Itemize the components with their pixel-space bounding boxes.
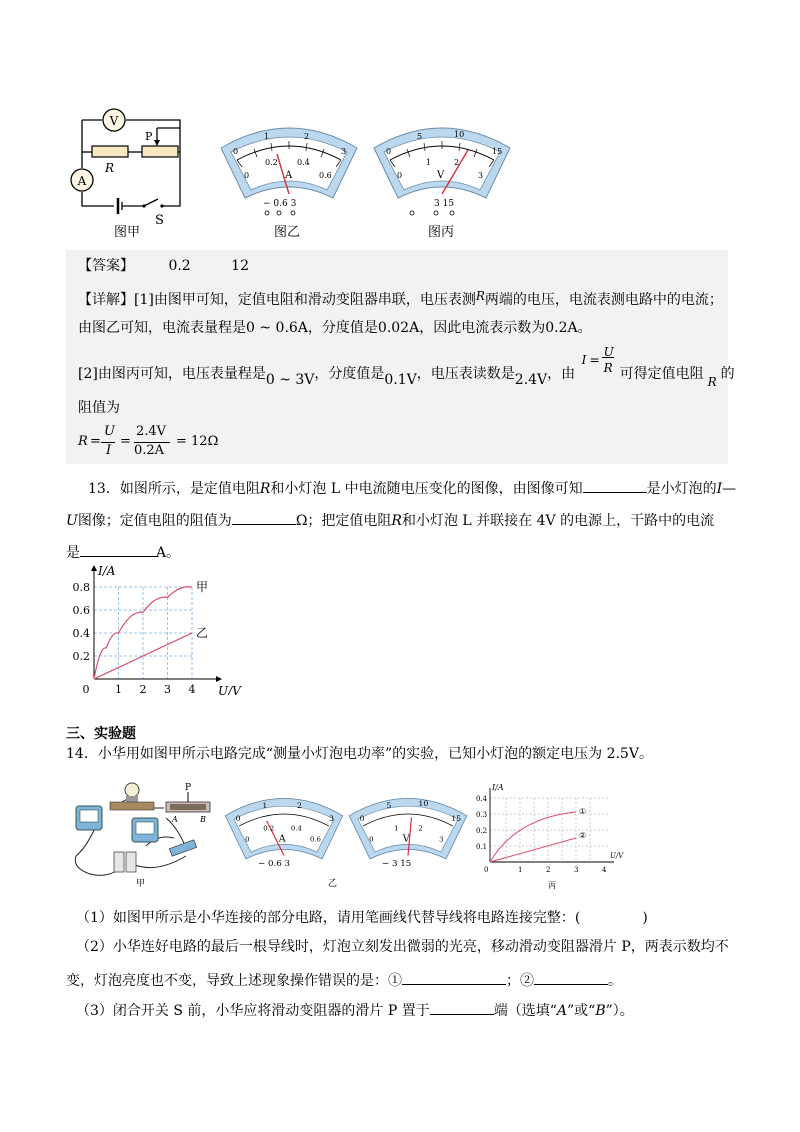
q14-sub3-d: ”）。 (605, 1003, 634, 1019)
svg-text:3 15: 3 15 (434, 199, 455, 209)
q13-line2-b: Ω；把定值电阻 (295, 513, 392, 529)
q14-ammeter (220, 790, 348, 876)
svg-text:A: A (285, 170, 293, 181)
svg-text:0: 0 (245, 835, 250, 844)
q14-sub1-close: ) (642, 910, 648, 926)
q13-iu-chart (66, 563, 246, 695)
svg-text:0.4: 0.4 (290, 824, 302, 833)
q13-blank-1[interactable] (583, 476, 647, 493)
detail-line2-c: ，因此电流表示数为 (419, 320, 546, 336)
x-tick-label: 2 (139, 683, 147, 695)
y-tick-label: 0.2 (72, 650, 90, 663)
q14-slider-end-a: A (172, 815, 178, 824)
y-tick-label: 0.4 (72, 627, 90, 640)
calc-r: R (78, 434, 88, 449)
y-axis-label: I/A (98, 564, 116, 578)
detail-line2-div: 0.02A (377, 320, 420, 336)
caption-fig-bing: 图丙 (428, 225, 455, 240)
x-tick-label: 3 (164, 683, 171, 695)
detail-line-2 (78, 318, 592, 338)
svg-text:5: 5 (417, 132, 423, 141)
svg-text:0.2: 0.2 (265, 158, 278, 167)
y-tick-label: 0.6 (72, 604, 90, 617)
q14-slider-end-b: B (200, 815, 206, 824)
q14-mini-chart (476, 782, 626, 892)
detail-line2-a: 由图乙可知，电流表量程是 (78, 320, 246, 336)
detail-line-1 (78, 286, 723, 310)
q14-sub3-a: （3）闭合开关 S 前，小华应将滑动变阻器的滑片 P 置于 (76, 1003, 430, 1019)
svg-text:− 0.6 3: − 0.6 3 (258, 858, 290, 869)
q14-blank-1[interactable] (402, 968, 506, 985)
detail-line2-val: 0.2A (545, 320, 578, 336)
svg-text:10: 10 (454, 130, 465, 139)
svg-text:2: 2 (418, 824, 423, 833)
svg-text:1: 1 (264, 132, 270, 141)
detail-line3-var: R (707, 375, 717, 389)
svg-text:②: ② (579, 831, 587, 840)
section-3-title: 三、实验题 (66, 726, 136, 742)
detail-line-4: 阻值为 (78, 400, 120, 416)
svg-text:0.2: 0.2 (263, 824, 275, 833)
calc-i: I (106, 443, 112, 458)
svg-text:0: 0 (386, 147, 392, 156)
calc-numerator: 2.4V (136, 424, 167, 439)
q13-line3-b: A。 (156, 545, 181, 561)
answer-label: 【答案】 (78, 258, 134, 274)
detail-line3-val: 2.4V (514, 372, 548, 388)
svg-text:15: 15 (451, 813, 462, 823)
calc-eq2: = (120, 434, 131, 449)
svg-text:V: V (402, 833, 410, 845)
voltmeter-symbol: V (109, 114, 119, 128)
q14-sub3 (76, 998, 634, 1021)
q14-blank-3[interactable] (430, 998, 494, 1015)
series-label-jia: 甲 (196, 580, 209, 594)
svg-text:1: 1 (262, 800, 268, 810)
q14-sub3-opt-a: A (556, 1003, 568, 1019)
formula-eq: = (589, 353, 600, 367)
svg-text:0.6: 0.6 (319, 171, 332, 180)
svg-text:0.6: 0.6 (309, 835, 321, 844)
svg-text:3: 3 (574, 866, 579, 874)
formula-i-eq-u-over-r (580, 345, 620, 378)
formula-i: I (581, 353, 587, 367)
switch-label-s: S (155, 213, 164, 228)
q14-apparatus-fig-jia (66, 778, 216, 888)
x-axis-label: U/V (218, 684, 241, 695)
svg-text:①: ① (579, 807, 587, 816)
svg-text:0.4: 0.4 (297, 158, 310, 167)
calc-eq1: = (90, 434, 101, 449)
q14-sub3-c: ”或“ (567, 1003, 596, 1019)
q14-sub1-text: （1）如图甲所示是小华连接的部分电路，请用笔画线代替导线将电路连接完整：( (76, 910, 581, 926)
calc-formula (78, 426, 278, 462)
detail-line3-c: ，电压表读数是 (416, 366, 515, 382)
svg-text:0.3: 0.3 (476, 811, 488, 819)
circuit-diagram-fig-jia (62, 98, 202, 238)
q14-sub3-opt-b: B (595, 1003, 606, 1019)
svg-text:3: 3 (341, 147, 347, 156)
svg-text:3: 3 (328, 813, 334, 823)
q13-line1-r: R (259, 481, 271, 497)
q14-sub2-line1: （2）小华连好电路的最后一根导线时，灯泡立刻发出微弱的光亮，移动滑动变阻器滑片 P，两表示数均不 (76, 939, 729, 955)
q13-line3-a: 是 (66, 545, 80, 561)
ammeter-fig-yi (215, 120, 363, 216)
calc-result: = 12Ω (176, 434, 219, 449)
x-tick-label: 4 (188, 683, 196, 695)
svg-text:2: 2 (546, 866, 551, 874)
svg-text:V: V (437, 170, 445, 181)
svg-text:0: 0 (359, 813, 365, 823)
x-tick-label: 0 (82, 683, 90, 695)
q13-line-2 (66, 508, 714, 531)
caption-fig-yi: 图乙 (274, 225, 301, 240)
answer-value-2: 12 (231, 258, 249, 274)
q13-line1-i: I (716, 481, 723, 497)
detail-line3-range: 0 ~ 3V (265, 372, 315, 388)
q14-sub2-a: 变，灯泡亮度也不变，导致上述现象操作错误的是：① (66, 973, 402, 989)
q14-sub2-c: 。 (608, 973, 622, 989)
q13-line-3 (66, 540, 180, 563)
q14-sub2-line2 (66, 968, 622, 991)
q14-slider-label-p: P (185, 783, 192, 793)
caption-fig-jia: 图甲 (114, 225, 141, 240)
q13-line1-c: 是小灯泡的 (646, 481, 717, 497)
q13-line-1 (88, 476, 736, 499)
svg-text:2: 2 (296, 800, 302, 810)
svg-text:0: 0 (484, 866, 489, 874)
chart-labels (73, 564, 243, 695)
svg-text:U/V: U/V (610, 852, 624, 860)
detail-line3-e: 可得定值电阻 (619, 366, 704, 382)
resistor-label-r: R (105, 161, 115, 175)
q13-line2-u: U (66, 513, 78, 529)
svg-text:1: 1 (394, 824, 399, 833)
formula-r: R (603, 361, 613, 375)
svg-text:0: 0 (233, 147, 239, 156)
detail-line2-range: 0 ~ 0.6A (246, 320, 308, 336)
detail-line3-div: 0.1V (384, 372, 417, 388)
ammeter-symbol: A (77, 174, 87, 188)
svg-text:0.2: 0.2 (476, 827, 488, 835)
q13-line2-a: 图像；定值电阻的阻值为 (77, 513, 232, 529)
q14-intro: 14．小华用如图甲所示电路完成“测量小灯泡电功率”的实验，已知小灯泡的额定电压为 2.5V。 (66, 746, 653, 762)
svg-text:1: 1 (518, 866, 523, 874)
svg-text:I/A: I/A (492, 783, 504, 792)
formula-u: U (603, 345, 614, 359)
svg-text:− 0.6 3: − 0.6 3 (263, 199, 297, 209)
svg-text:0: 0 (397, 171, 403, 180)
svg-text:4: 4 (602, 866, 607, 874)
svg-text:15: 15 (492, 147, 503, 156)
q13-blank-3[interactable] (80, 540, 156, 557)
svg-text:1: 1 (426, 158, 432, 167)
q14-sub3-b: 端（选填“ (493, 1003, 557, 1019)
series-label-yi: 乙 (196, 626, 209, 640)
q13-line1-a: 13．如图所示，是定值电阻 (88, 481, 260, 497)
svg-text:A: A (278, 833, 286, 845)
svg-text:3: 3 (478, 171, 484, 180)
svg-text:0: 0 (369, 835, 374, 844)
voltmeter-fig-bing (368, 120, 516, 216)
y-axis-arrow (91, 565, 97, 571)
svg-text:0: 0 (235, 813, 241, 823)
q14-caption-jia: 甲 (136, 879, 146, 888)
svg-text:0.1: 0.1 (476, 843, 488, 851)
detail-line3-a: [2]由图丙可知，电压表量程是 (78, 366, 266, 382)
detail-line3-d: ，由 (547, 366, 576, 382)
detail-line1-tail: 两端的电压，电流表测电路中的电流； (484, 292, 723, 308)
q14-caption-yi: 乙 (328, 879, 338, 889)
q13-line1-dash: — (722, 481, 737, 497)
q13-line2-r: R (391, 513, 402, 529)
detail-line3-b: ，分度值是 (314, 366, 385, 382)
q14-voltmeter (344, 790, 472, 876)
q13-blank-2[interactable] (232, 508, 296, 525)
svg-text:10: 10 (418, 799, 429, 809)
q14-sub2-b: ；② (506, 973, 534, 989)
q14-sub1 (76, 908, 648, 928)
x-axis-arrow (216, 676, 222, 682)
answer-line (78, 256, 249, 276)
q13-line2-c: 和小灯泡 L 并联接在 4V 的电源上，干路中的电流 (401, 513, 715, 529)
detail-line1-var: R (475, 289, 485, 303)
chart-grid (94, 587, 192, 679)
detail-label: 【详解】 (78, 292, 134, 308)
detail-line2-d: 。 (577, 320, 592, 336)
svg-text:2: 2 (304, 132, 310, 141)
answer-value-1: 0.2 (168, 258, 191, 274)
calc-u: U (104, 424, 115, 439)
detail-line2-b: ，分度值是 (307, 320, 378, 336)
detail-line3-f: 的 (720, 366, 735, 382)
svg-text:3: 3 (439, 835, 444, 844)
calc-denominator: 0.2A (134, 443, 165, 458)
q13-line1-b: 和小灯泡 L 中电流随电压变化的图像，由图像可知 (270, 481, 583, 497)
svg-text:0: 0 (244, 171, 250, 180)
svg-text:丙: 丙 (548, 881, 556, 890)
detail-line1-text: [1]由图甲可知，定值电阻和滑动变阻器串联，电压表测 (134, 292, 476, 308)
svg-text:0.4: 0.4 (476, 795, 488, 803)
svg-text:2: 2 (454, 158, 460, 167)
y-tick-label: 0.8 (72, 581, 90, 594)
detail-line-3 (78, 345, 735, 392)
q14-blank-2[interactable] (534, 968, 608, 985)
x-tick-label: 1 (115, 683, 122, 695)
svg-text:5: 5 (386, 800, 392, 810)
svg-text:− 3 15: − 3 15 (382, 858, 412, 869)
slider-label-p: P (145, 130, 153, 143)
